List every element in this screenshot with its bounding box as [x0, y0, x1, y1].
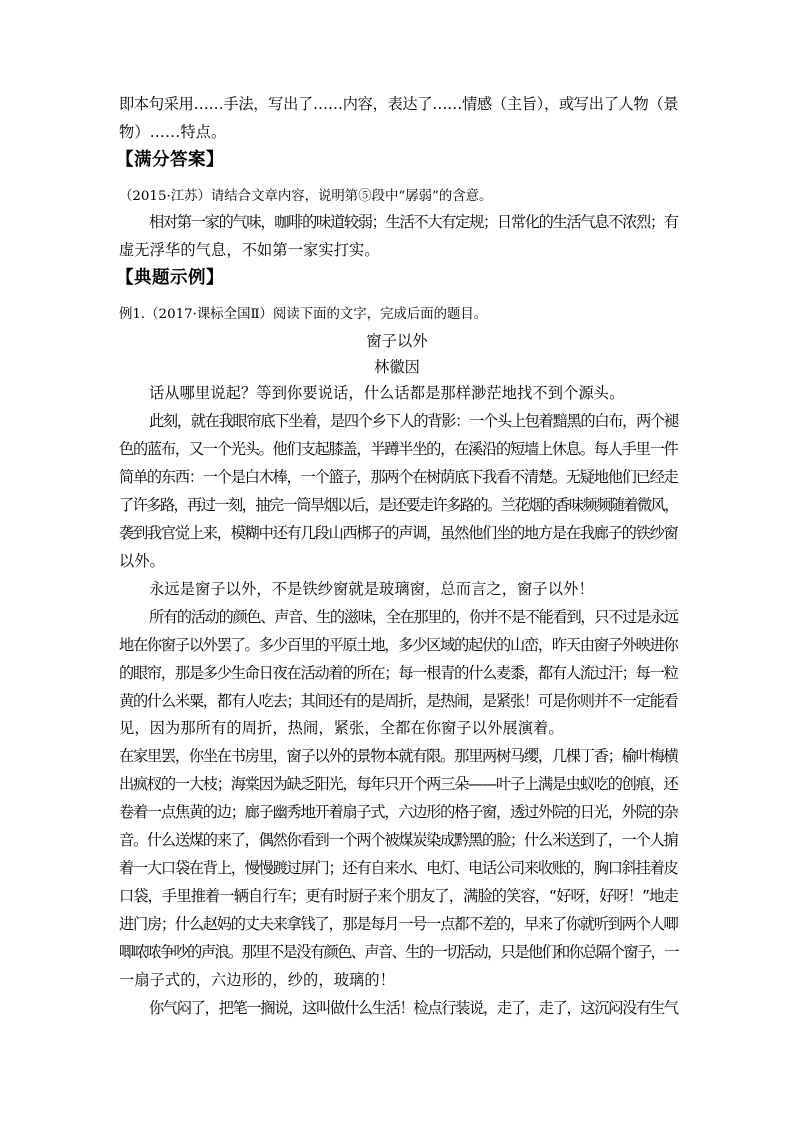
passage-line: 音。什么送煤的来了，偶然你看到一个两个被煤炭染成黔黑的脸；什么米送到了，一个人掮: [119, 831, 678, 849]
answer-line-2: 虚无浮华的气息，不如第一家实打实。: [119, 241, 380, 259]
passage-line: 此刻，就在我眼帘底下坐着，是四个乡下人的背影：一个头上包着黯黑的白布，两个褪: [149, 412, 678, 430]
passage-line: 了许多路，再过一刻，抽完一筒旱烟以后，是还要走许多路的。兰花烟的香味频频随着微风，: [119, 496, 678, 514]
answer-line-1: 相对第一家的气味，咖啡的味道较弱；生活不大有定规；日常化的生活气息不浓烈；有: [149, 213, 678, 231]
passage-line: 的眼帘，那是多少生命日夜在活动着的所在；每一根青的什么麦黍，都有人流过汗；每一粒: [119, 664, 678, 682]
section-heading-typical-example: 【典题示例】: [116, 268, 224, 288]
passage-line: 出疯杈的一大枝；海棠因为缺乏阳光，每年只开个两三朵——叶子上满是虫蚁吃的创痕，还: [119, 775, 678, 793]
passage-line: 你气闷了，把笔一搁说，这叫做什么生活！检点行装说，走了，走了，这沉闷没有生气: [149, 999, 678, 1017]
example-label: 例1.（2017·课标全国Ⅱ）阅读下面的文字，完成后面的题目。: [119, 307, 488, 322]
passage-line: 唧哝哝争吵的声浪。那里不是没有颜色、声音、生的一切活动，只是他们和你总隔个窗子，一: [119, 943, 678, 961]
passage-line: 在家里罢，你坐在书房里，窗子以外的景物本就有限。那里两树马缨，几棵丁香；榆叶梅横: [119, 747, 678, 765]
passage-line: 所有的活动的颜色、声音、生的滋味，全在那里的，你并不是不能看到，只不过是永远: [149, 608, 678, 626]
passage-line: 地在你窗子以外罢了。多少百里的平原土地，多少区域的起伏的山峦，昨天由窗子外映进你: [119, 636, 678, 654]
passage-line: 简单的东西：一个是白木棒，一个篮子，那两个在树荫底下我看不清楚。无疑地他们已经走: [119, 468, 678, 486]
passage-line: 口袋，手里推着一辆自行车；更有时厨子来个朋友了，满脸的笑容，“好呀，好呀！”地走: [119, 887, 678, 905]
passage-line: 见，因为那所有的周折，热闹，紧张，全都在你窗子以外展演着。: [119, 719, 564, 737]
passage-author: 林徽因: [373, 358, 420, 376]
passage-line: 进门房；什么赵妈的丈夫来拿钱了，那是每月一号一点都不差的，早来了你就听到两个人唧: [119, 915, 678, 933]
passage-line: 黄的什么米粟，都有人吃去；其间还有的是周折，是热闹，是紧张！可是你则并不一定能看: [119, 692, 678, 710]
passage-line: 色的蓝布，又一个光头。他们支起膝盖，半蹲半坐的，在溪沿的短墙上休息。每人手里一件: [119, 440, 678, 458]
passage-line: 着一大口袋在背上，慢慢踱过屏门；还有自来水、电灯、电话公司来收账的，胸口斜挂着皮: [119, 859, 678, 877]
intro-line-1: 即本句采用……手法，写出了……内容，表达了……情感（主旨），或写出了人物（景: [119, 95, 679, 113]
answer-question: （2015·江苏）请结合文章内容，说明第⑤段中“孱弱”的含意。: [119, 189, 493, 204]
passage-title: 窗子以外: [366, 332, 428, 350]
passage-line: 袭到我官觉上来，模糊中还有几段山西梆子的声调，虽然他们坐的地方是在我廊子的铁纱窗: [119, 524, 678, 542]
passage-line: 永远是窗子以外，不是铁纱窗就是玻璃窗，总而言之，窗子以外！: [149, 580, 594, 598]
passage-line: 卷着一点焦黄的边；廊子幽秀地开着扇子式，六边形的格子窗，透过外院的日光，外院的杂: [119, 803, 678, 821]
intro-line-2: 物）……特点。: [119, 123, 227, 141]
passage-line: 以外。: [119, 552, 166, 570]
passage-line: 话从哪里说起？等到你要说话，什么话都是那样渺茫地找不到个源头。: [149, 384, 625, 402]
section-heading-full-score-answer: 【满分答案】: [116, 150, 224, 170]
passage-line: 一扇子式的，六边形的，纱的，玻璃的！: [119, 971, 396, 989]
